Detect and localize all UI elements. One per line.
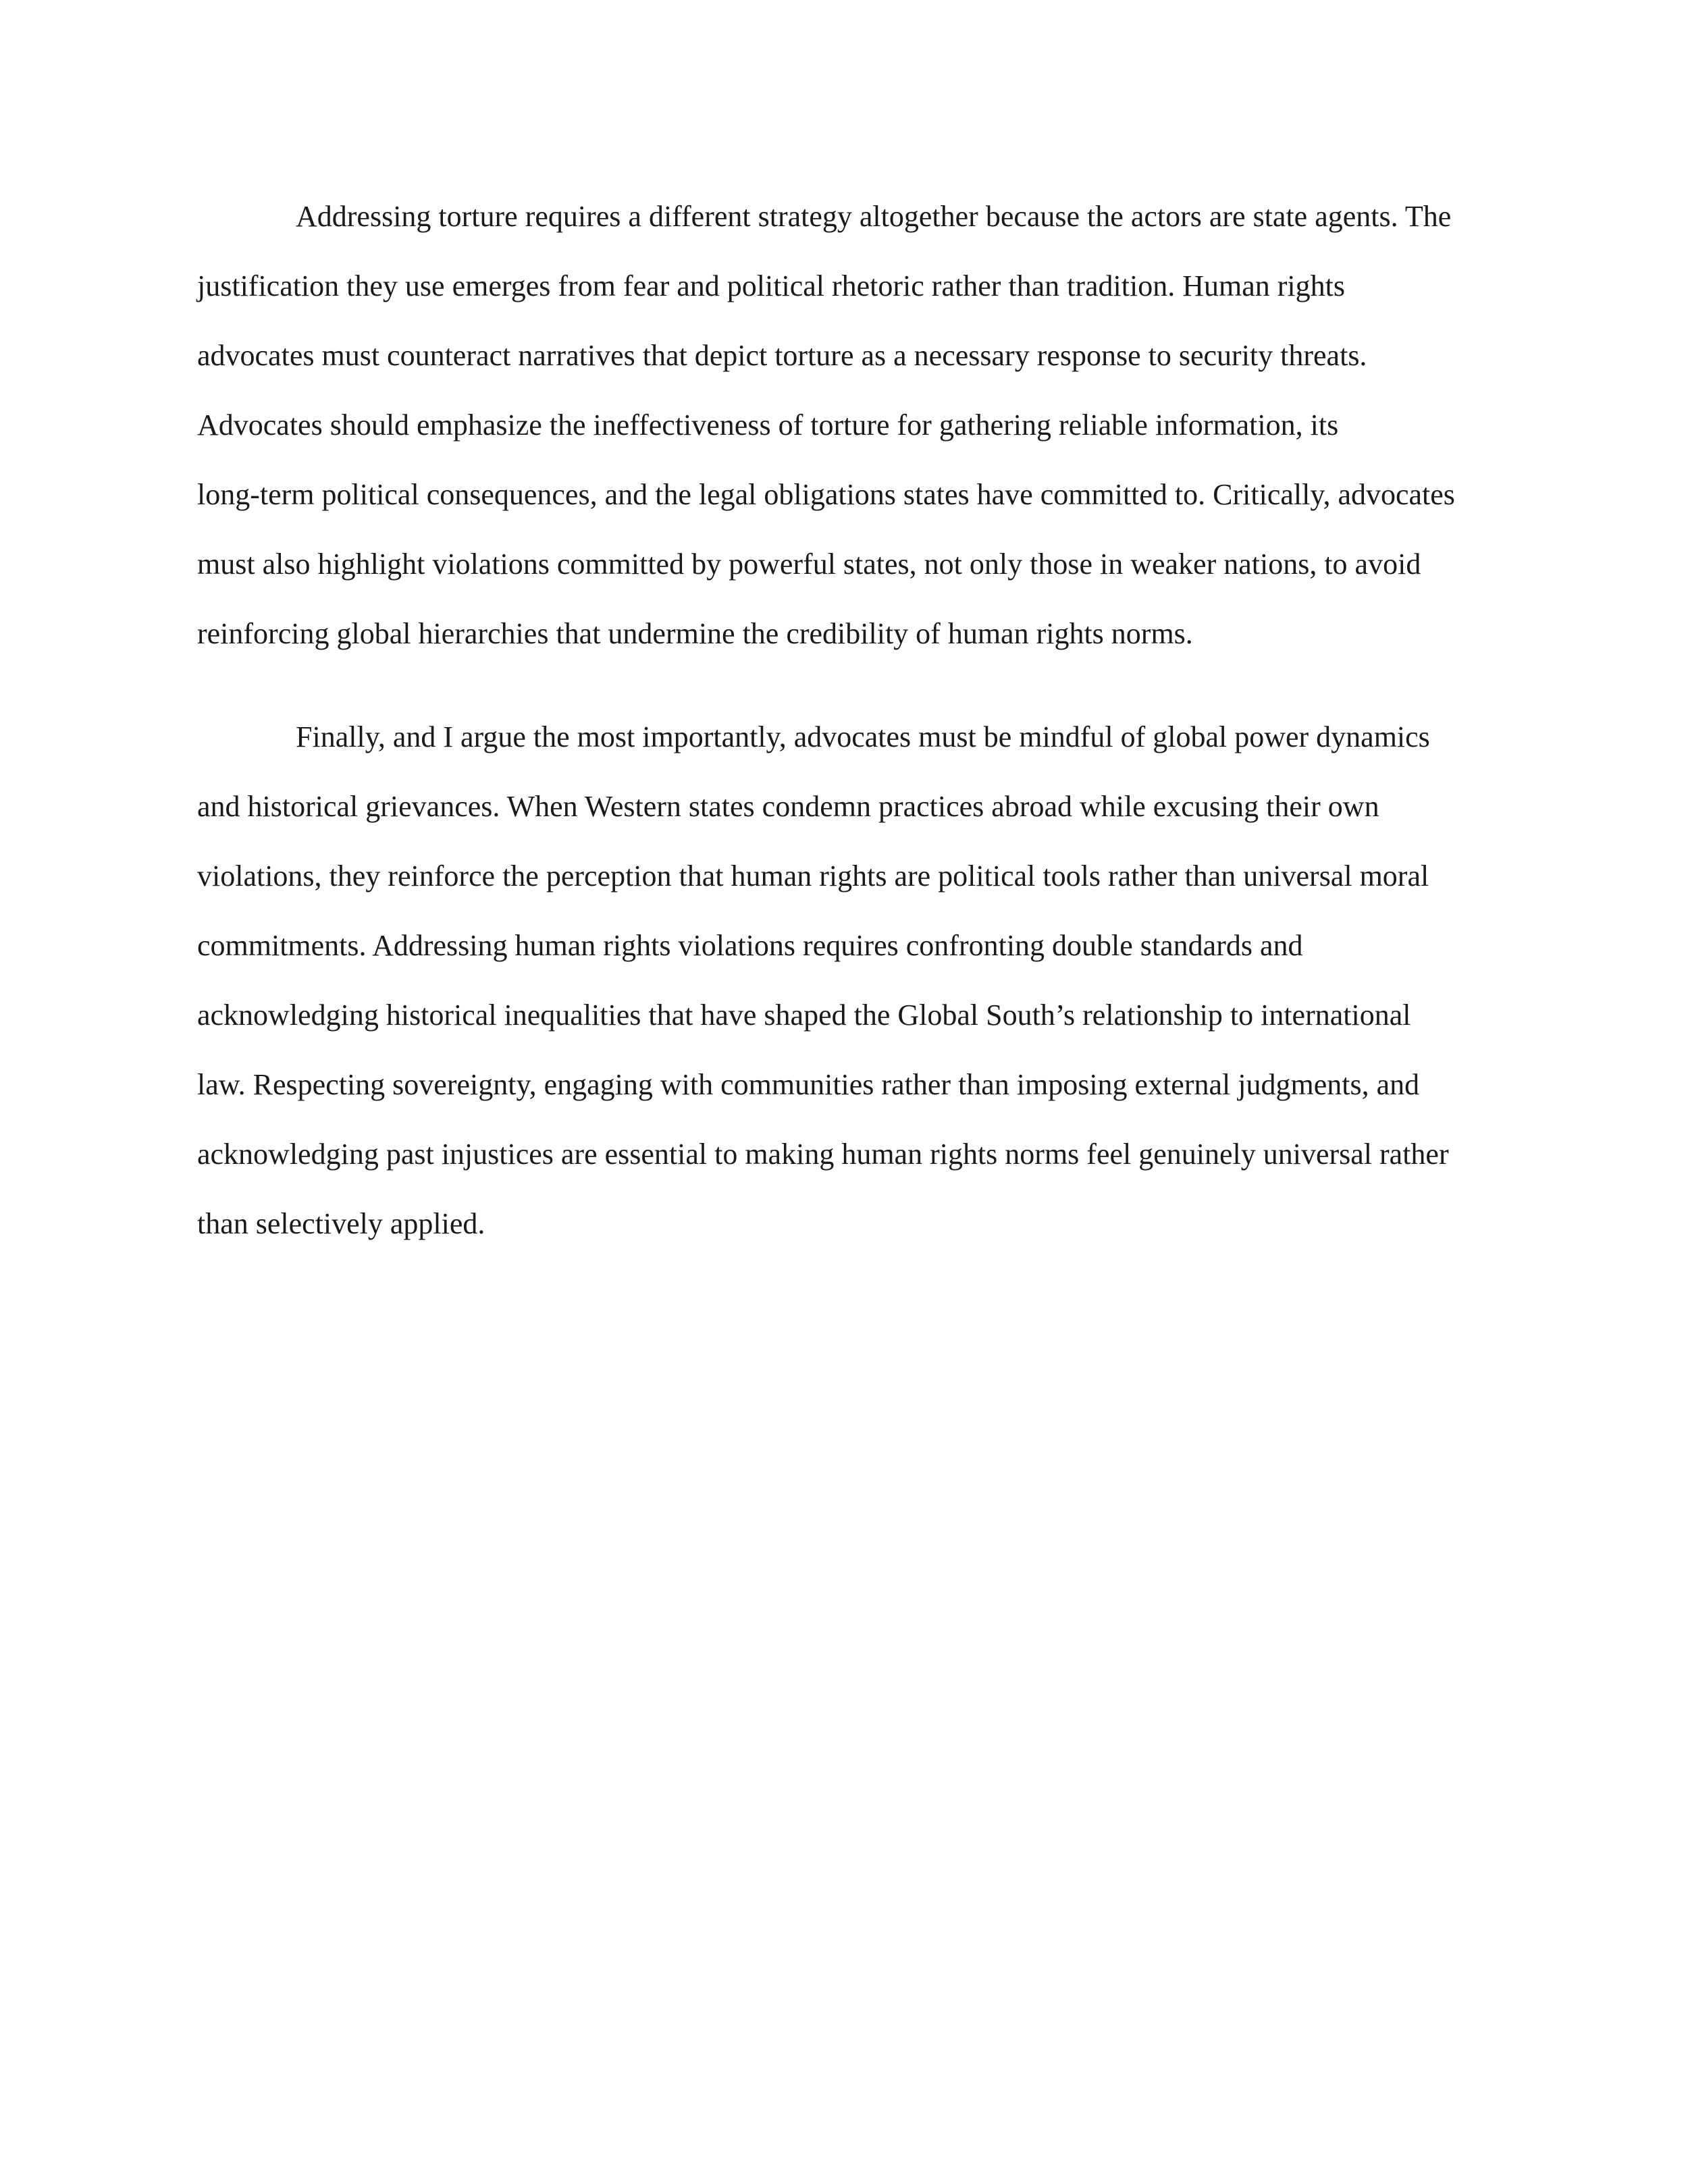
paragraph-torture-strategy [197,194,1491,681]
paragraph-line: Addressing torture requires a different strategy altogether because the actors are state agents. The [296,200,1452,233]
paragraph-line: acknowledging historical inequalities that have shaped the Global South’s relationship to international [197,998,1411,1032]
paragraph-line: reinforcing global hierarchies that undermine the credibility of human rights norms. [197,617,1193,650]
paragraph-line: justification they use emerges from fear and political rhetoric rather than tradition. Human rights [197,269,1345,302]
paragraph-power-dynamics [197,715,1491,1271]
paragraph-line: violations, they reinforce the perception that human rights are political tools rather than universal moral [197,859,1429,893]
paragraph-line: acknowledging past injustices are essential to making human rights norms feel genuinely universal rather [197,1138,1449,1171]
paragraph-spacer [197,681,1491,715]
paragraph-line: advocates must counteract narratives that depict torture as a necessary response to security threats. [197,339,1367,372]
paragraph-line: than selectively applied. [197,1207,485,1240]
paragraph-line: must also highlight violations committed by powerful states, not only those in weaker nations, to avoid [197,548,1421,581]
body-text [197,194,1491,1271]
paragraph-line: and historical grievances. When Western states condemn practices abroad while excusing their own [197,790,1379,823]
paragraph-line: law. Respecting sovereignty, engaging with communities rather than imposing external judgments, and [197,1068,1420,1101]
paragraph-line: long-term political consequences, and the legal obligations states have committed to. Critically, advocates [197,478,1455,511]
paragraph-line: Advocates should emphasize the ineffectiveness of torture for gathering reliable information, its [197,408,1339,442]
paragraph-line: Finally, and I argue the most importantly, advocates must be mindful of global power dynamics [296,720,1430,753]
paragraph-line: commitments. Addressing human rights violations requires confronting double standards and [197,929,1303,962]
